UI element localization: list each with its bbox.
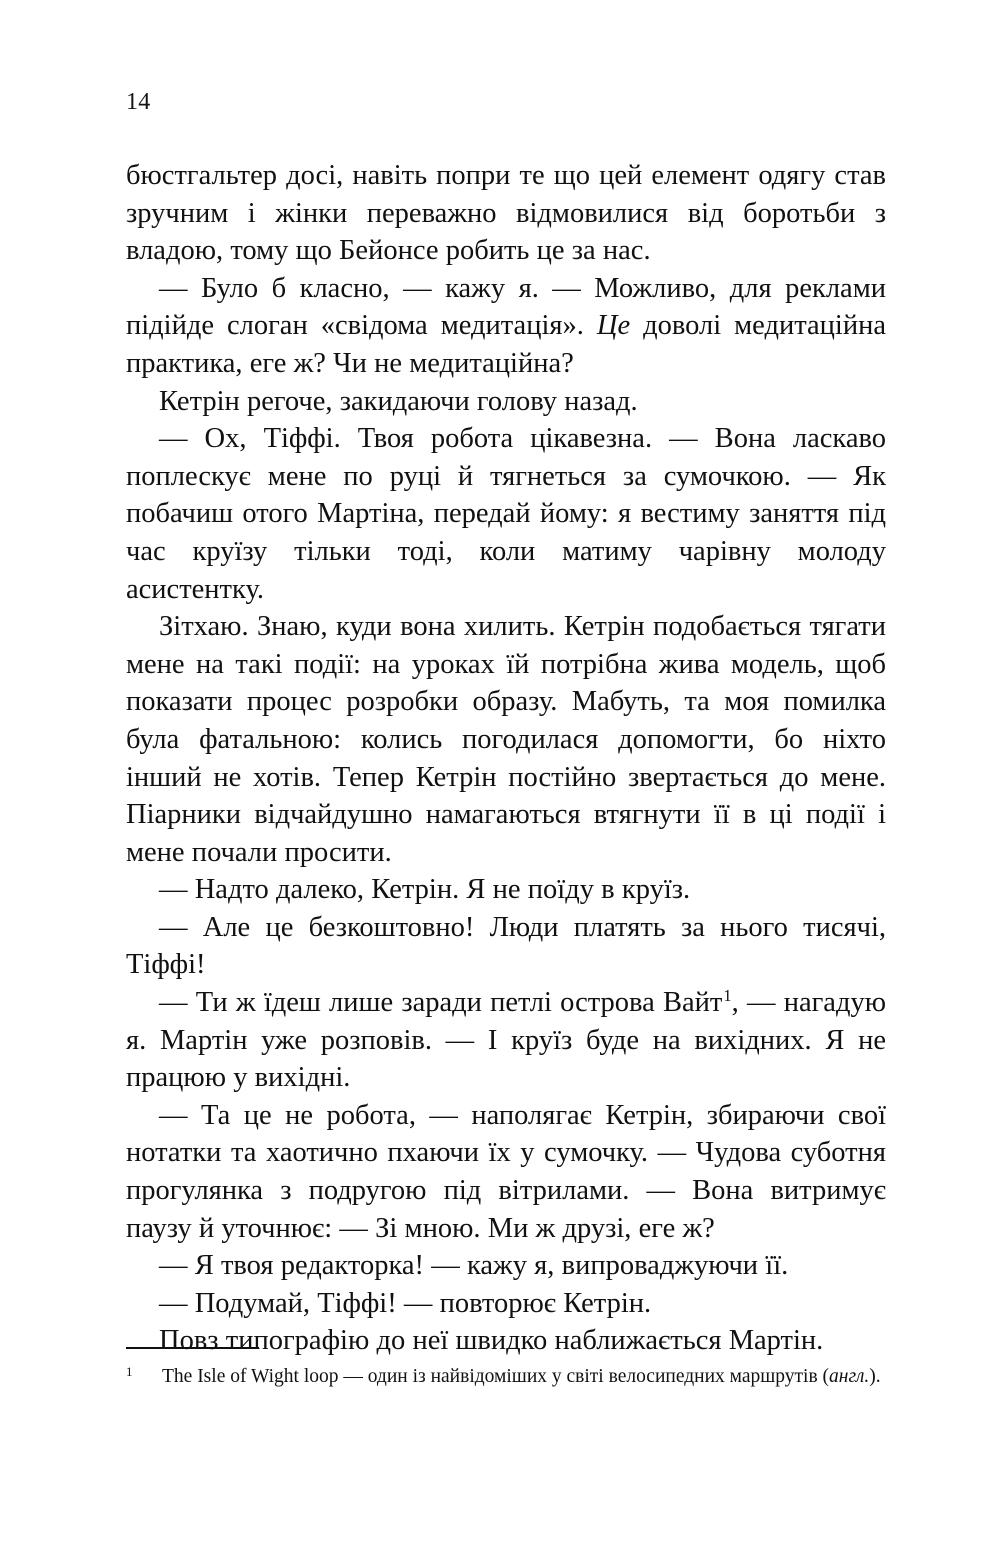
page-number: 14 (126, 89, 151, 115)
text-run: Повз типографію до неї швидко наближається Мартін. (159, 1325, 824, 1357)
italic-run: Це (596, 310, 631, 342)
text-run: , — нагадую я. Мартін уже розповів. — І круїз буде на вихідних. Я не працюю у вихідні. (126, 987, 886, 1094)
paragraph (126, 383, 886, 421)
italic-run: англ. (829, 1366, 870, 1387)
text-run: Кетрін регоче, закидаючи голову назад. (159, 385, 638, 417)
text-run: — Надто далеко, Кетрін. Я не поїду в круїз. (159, 874, 691, 906)
footnote-number: 1 (126, 1364, 133, 1379)
text-run: доволі медитаційна практика, еге ж? Чи не медитаційна? (126, 310, 886, 379)
paragraph (126, 1247, 886, 1285)
paragraph (126, 270, 886, 383)
paragraph (126, 1097, 886, 1247)
paragraph (126, 608, 886, 871)
footnote-list (126, 1363, 886, 1391)
footnote-separator-rule (126, 1347, 259, 1349)
body-text-column (126, 157, 886, 1360)
footnote (126, 1363, 886, 1391)
text-run: — Подумай, Тіффі! — повторює Кетрін. (159, 1287, 652, 1319)
footnote-area (126, 1347, 886, 1391)
text-run: — Ти ж їдеш лише заради петлі острова Вайт (159, 987, 723, 1019)
text-run: — Але це безкоштовно! Люди платять за нього тисячі, Тіффі! (126, 911, 886, 981)
paragraph (126, 909, 886, 984)
paragraph (126, 157, 886, 270)
text-run: ). (869, 1366, 881, 1387)
text-run: — Та це не робота, — наполягає Кетрін, збираючи свої нотатки та хаотично пхаючи їх у сумочку. — Чудова суботня прогулянка з подругою під вітрилами. — Вона витримує паузу й уточнює: — Зі мною. Ми ж друзі, еге ж? (126, 1099, 886, 1244)
text-run: Зітхаю. Знаю, куди вона хилить. Кетрін подобається тягати мене на такі події: на уроках їй потрібна жива модель, щоб показати процес розробки образу. Мабуть, та моя помилка була фатальною: колись погодилася допомогти, бо ніхто інший не хотів. Тепер Кетрін постійно звертається до мене. Піарники відчайдушно намагаються втягнути її в ці події і мене почали просити. (126, 611, 886, 868)
text-run: — Було б класно, — кажу я. — Можливо, для реклами підійде слоган «свідома медитація». (126, 272, 886, 342)
text-run: бюстгальтер досі, навіть попри те що цей елемент одягу став зручним і жінки переважно відмовилися від боротьби з владою, тому що Бейонсе робить це за нас. (126, 160, 886, 267)
footnote-text (162, 1366, 881, 1387)
footnote-reference-marker[interactable]: 1 (723, 985, 732, 1005)
text-run: The Isle of Wight loop — один із найвідоміших у світі велосипедних маршрутів ( (162, 1366, 830, 1387)
paragraph (126, 420, 886, 608)
paragraph (126, 984, 886, 1097)
text-run: — Ох, Тіффі. Твоя робота цікавезна. — Вона ласкаво поплескує мене по руці й тягнеться за сумочкою. — Як побачиш отого Мартіна, передай йому: я вестиму заняття під час круїзу тільки тоді, коли матиму чарівну молоду асистентку. (126, 423, 886, 605)
paragraph (126, 1285, 886, 1323)
text-run: — Я твоя редакторка! — кажу я, випроваджуючи її. (159, 1250, 789, 1282)
paragraph (126, 871, 886, 909)
